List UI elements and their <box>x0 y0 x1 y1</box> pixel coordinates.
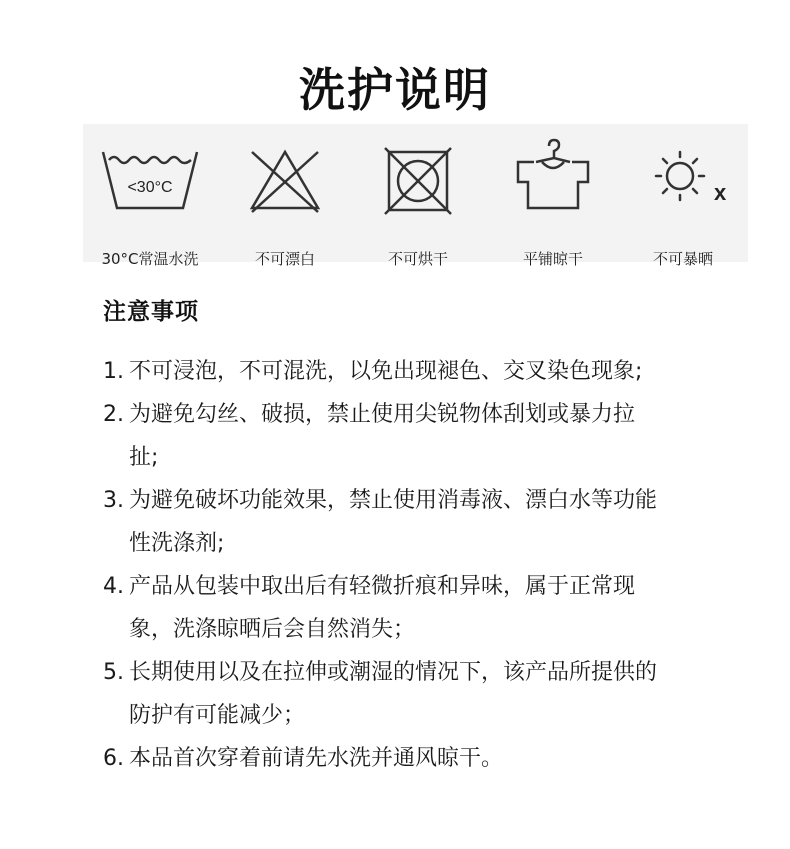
note-item <box>103 651 663 737</box>
care-item-no-tumble-dry <box>353 146 483 268</box>
note-number: 2. <box>103 402 124 427</box>
care-item-wash <box>85 146 215 268</box>
note-number: 3. <box>103 488 124 513</box>
care-label-no-bleach: 不可漂白 <box>254 250 315 268</box>
note-text: 本品首次穿着前请先水洗并通风晾干。 <box>129 746 504 771</box>
wash-temperature-text: <30°C <box>127 179 173 196</box>
no-sun-x-mark: x <box>714 180 727 205</box>
care-label-wash: 30°C常温水洗 <box>101 250 199 268</box>
note-number: 5. <box>103 660 124 685</box>
note-text: 不可浸泡，不可混洗，以免出现褪色、交叉染色现象; <box>129 359 643 384</box>
note-item <box>103 479 663 565</box>
care-item-no-sun-dry <box>618 146 748 268</box>
note-text: 为避免破坏功能效果，禁止使用消毒液、漂白水等功能性洗涤剂; <box>129 488 658 556</box>
note-item <box>103 565 663 651</box>
note-number: 4. <box>103 574 124 599</box>
care-label-no-sun-dry: 不可暴晒 <box>652 250 713 268</box>
no-bleach-icon <box>230 146 340 216</box>
no-sun-dry-icon <box>628 146 738 216</box>
note-text: 为避免勾丝、破损，禁止使用尖锐物体刮划或暴力拉扯; <box>129 402 636 470</box>
care-label-no-tumble-dry: 不可烘干 <box>387 250 448 268</box>
note-text: 产品从包装中取出后有轻微折痕和异味，属于正常现象，洗涤晾晒后会自然消失； <box>129 574 636 642</box>
care-symbols-panel <box>83 124 748 268</box>
note-item <box>103 393 663 479</box>
care-label-dry-flat: 平铺晾干 <box>522 250 583 268</box>
dry-flat-hanger-icon <box>498 136 608 212</box>
notes-heading: 注意事项 <box>103 299 199 325</box>
page-title: 洗护说明 <box>299 63 491 117</box>
note-item <box>103 350 663 393</box>
wash-basin-icon <box>95 146 205 216</box>
note-number: 1. <box>103 359 124 384</box>
no-tumble-dry-icon <box>363 146 473 216</box>
care-item-dry-flat <box>488 146 618 268</box>
notes-list <box>103 350 663 780</box>
care-item-no-bleach <box>220 146 350 268</box>
note-item <box>103 737 663 780</box>
note-text: 长期使用以及在拉伸或潮湿的情况下，该产品所提供的防护有可能减少； <box>129 660 658 728</box>
note-number: 6. <box>103 746 124 771</box>
